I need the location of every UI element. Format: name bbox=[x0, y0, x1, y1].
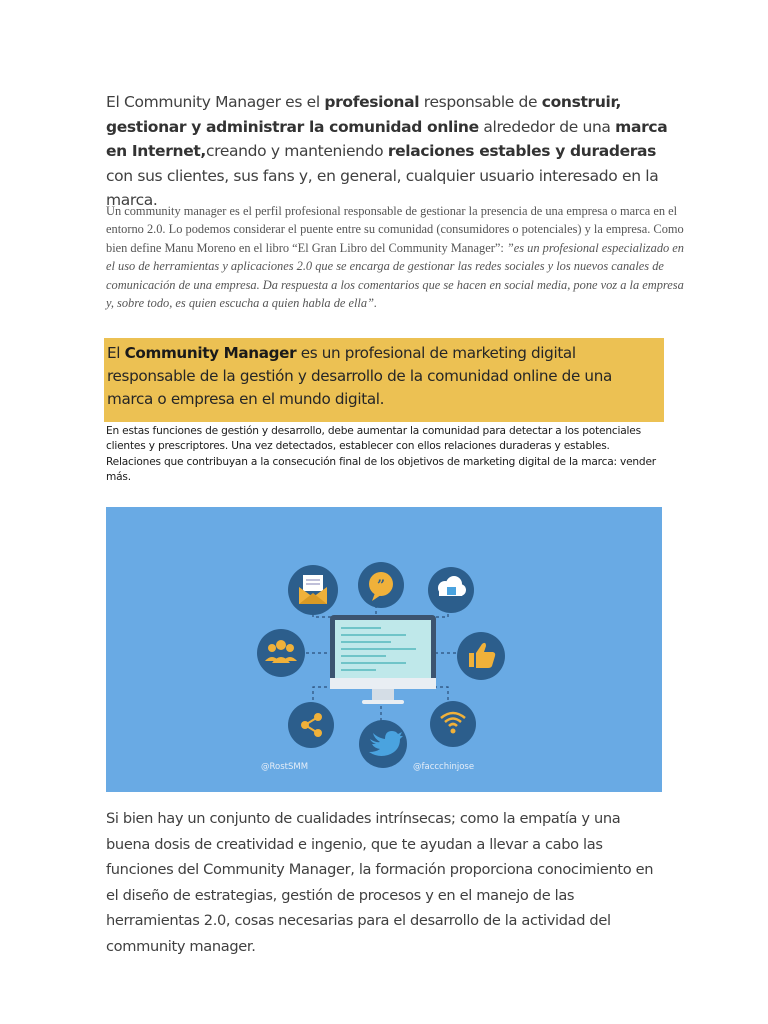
credit-left: @RostSMM bbox=[261, 762, 309, 772]
intro-paragraph bbox=[106, 90, 686, 213]
functions-paragraph: En estas funciones de gestión y desarrollo, debe aumentar la comunidad para detectar a los potenciales clientes y prescriptores. Una vez detectados, establecer con ellos relaciones duraderas y estables. Relaciones que contribuyan a la consecución final de los objetivos de marketing digital de la marca: vender más. bbox=[106, 425, 656, 484]
thumbs-up-icon bbox=[457, 632, 505, 680]
highlight-box bbox=[104, 338, 664, 422]
highlight-paragraph bbox=[104, 338, 664, 411]
highlight-text: El bbox=[107, 344, 125, 362]
twitter-bird-icon bbox=[359, 720, 407, 768]
intro-text: con sus clientes, sus fans y, en general, cualquier usuario interesado en la marca. bbox=[106, 166, 659, 210]
svg-text:”: ” bbox=[376, 578, 386, 594]
community-manager-illustration bbox=[106, 507, 662, 792]
intro-bold: construir, gestionar y administrar la comunidad online bbox=[106, 93, 622, 136]
definition-paragraph bbox=[106, 202, 686, 312]
cloud-icon bbox=[428, 567, 474, 613]
intro-text: alrededor de una bbox=[478, 117, 616, 136]
group-icon bbox=[257, 629, 305, 677]
definition-quote: ”es un profesional especializado en el uso de herramientas y aplicaciones 2.0 que se encarga de gestionar las redes sociales y los nuevos canales de comunicación de una empresa. Da respuesta a los comentarios que se hacen en social media, pone voz a la empresa y, sobre todo, es quien escucha a quien habla de ella”. bbox=[106, 240, 684, 311]
wifi-icon bbox=[430, 701, 476, 747]
highlight-text: es un profesional de marketing digital responsable de la gestión y desarrollo de la comunidad online de una marca o empresa en el mundo digital. bbox=[107, 344, 612, 408]
intro-text: creando y manteniendo bbox=[205, 142, 388, 161]
intro-text: responsable de bbox=[419, 93, 542, 111]
quote-bubble-icon bbox=[358, 562, 404, 608]
highlight-bold: Community Manager bbox=[124, 344, 297, 362]
intro-bold: marca en Internet, bbox=[106, 117, 668, 161]
closing-paragraph: Si bien hay un conjunto de cualidades intrínsecas; como la empatía y una buena dosis de creatividad e ingenio, que te ayudan a llevar a cabo las funciones del Community Manager, la formación proporciona conocimiento en el diseño de estrategias, gestión de procesos y en el manejo de las herramientas 2.0, cosas necesarias para el desarrollo de la actividad del community manager. bbox=[106, 810, 654, 955]
share-icon bbox=[288, 702, 334, 748]
intro-bold: relaciones estables y duraderas bbox=[387, 142, 657, 161]
definition-text: Un community manager es el perfil profesional responsable de gestionar la presencia de una empresa o marca en el entorno 2.0. Lo podemos considerar el puente entre su comunidad (consumidores o potenciales) y la empresa. Como bien define Manu Moreno en el libro “El Gran Libro del Community Manager”: bbox=[106, 204, 684, 255]
intro-text: El Community Manager es el bbox=[106, 93, 325, 111]
credit-right: @faccchinjose bbox=[413, 762, 475, 772]
monitor-icon bbox=[330, 615, 436, 704]
email-icon bbox=[288, 565, 338, 615]
intro-bold: profesional bbox=[324, 93, 420, 111]
